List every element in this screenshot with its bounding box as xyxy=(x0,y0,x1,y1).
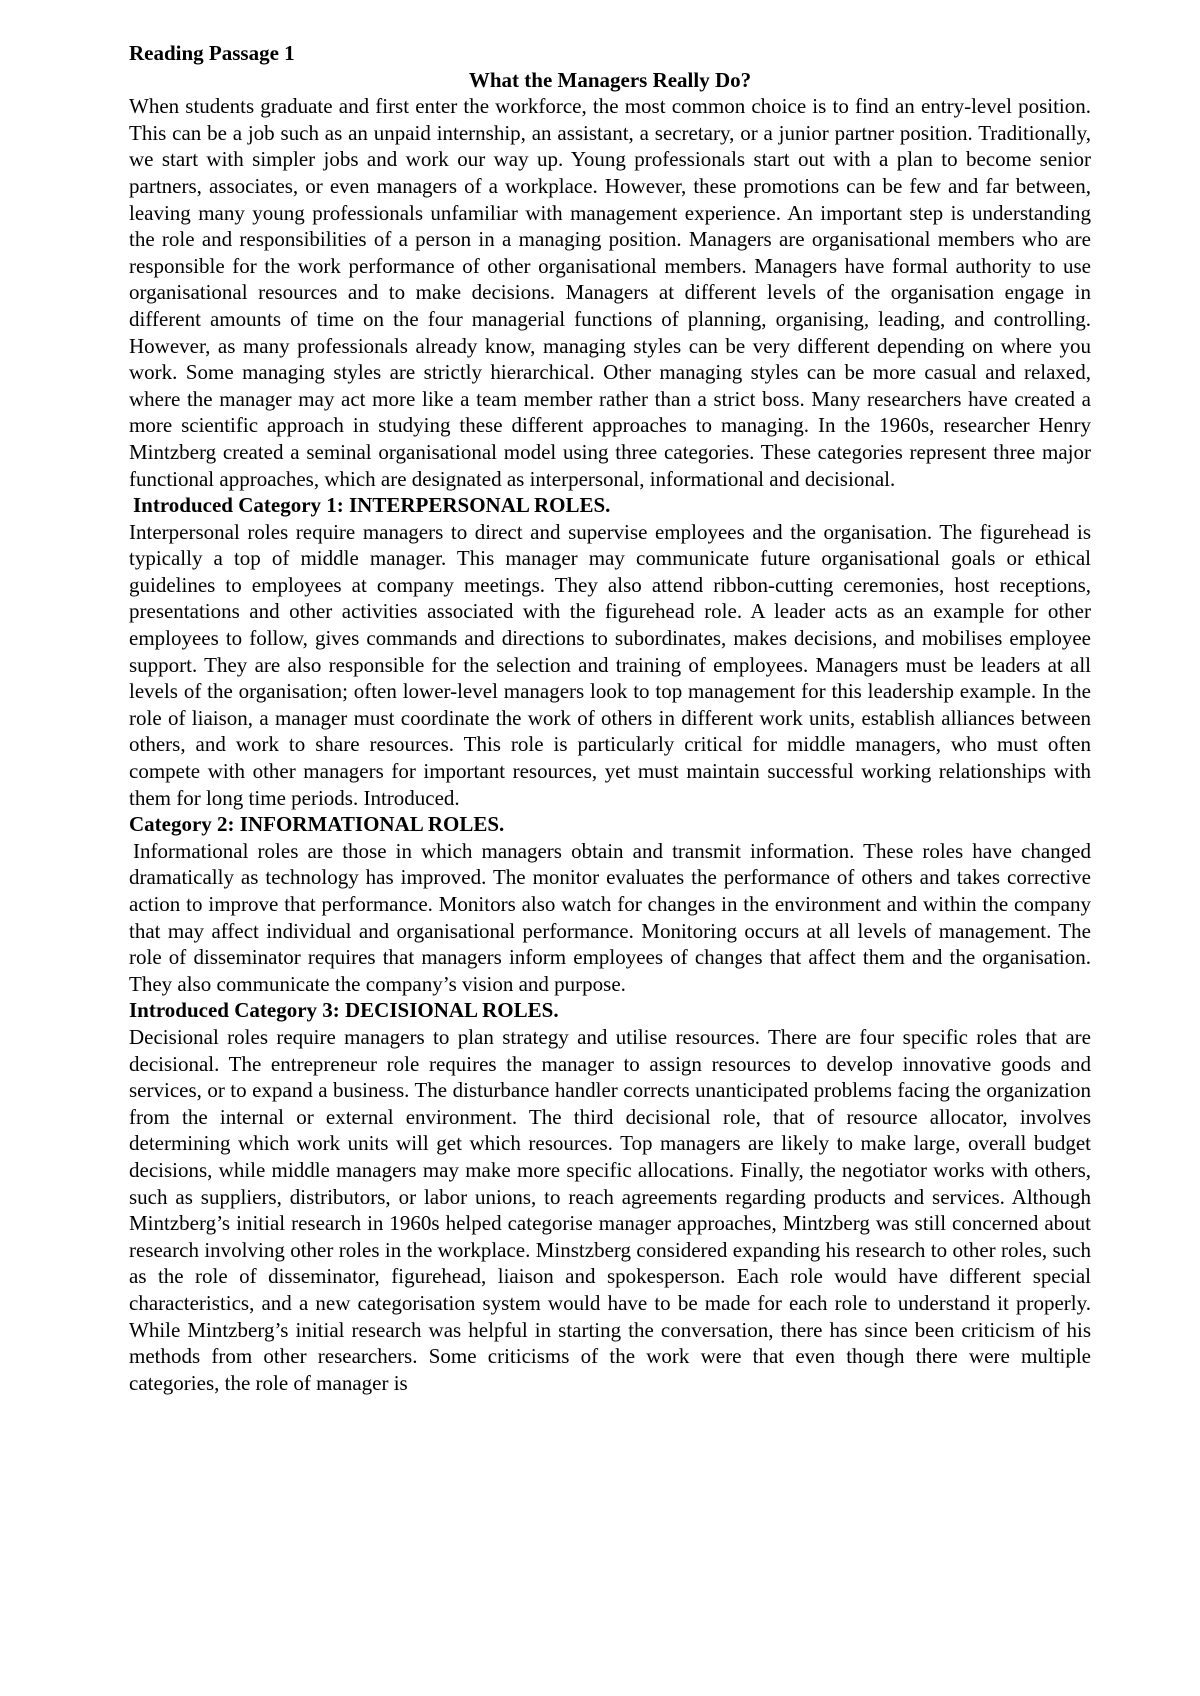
passage-label: Reading Passage 1 xyxy=(129,41,295,65)
section-body-decisional: Decisional roles require managers to plan strategy and utilise resources. There are four specific roles that are decisional. The entrepreneur role requires the manager to assign resources to develop innovative goods and services, or to expand a business. The disturbance handler corrects unanticipated problems facing the organization from the internal or external environment. The third decisional role, that of resource allocator, involves determining which work units will get which resources. Top managers are likely to make large, overall budget decisions, while middle managers may make more specific allocations. Finally, the negotiator works with others, such as suppliers, distributors, or labor unions, to reach agreements regarding products and services. Although Mintzberg’s initial research in 1960s helped categorise manager approaches, Mintzberg was still concerned about research involving other roles in the workplace. Minstzberg considered expanding his research to other roles, such as the role of disseminator, figurehead, liaison and spokesperson. Each role would have different special characteristics, and a new categorisation system would have to be made for each role to understand it properly. While Mintzberg’s initial research was helpful in starting the conversation, there has since been criticism of his methods from other researchers. Some criticisms of the work were that even though there were multiple categories, the role of manager is xyxy=(129,1024,1091,1395)
section-body-interpersonal: Interpersonal roles require managers to direct and supervise employees and the organisation. The figurehead is typically a top of middle manager. This manager may communicate future organisational goals or ethical guidelines to employees at company meetings. They also attend ribbon-cutting ceremonies, host receptions, presentations and other activities associated with the figurehead role. A leader acts as an example for other employees to follow, gives commands and directions to subordinates, makes decisions, and mobilises employee support. They are also responsible for the selection and training of employees. Managers must be leaders at all levels of the organisation; often lower-level managers look to top management for this leadership example. In the role of liaison, a manager must coordinate the work of others in different work units, establish alliances between others, and work to share resources. This role is particularly critical for middle managers, who must often compete with other managers for important resources, yet must maintain successful working relationships with them for long time periods. Introduced. xyxy=(129,519,1091,810)
passage-title: What the Managers Really Do? xyxy=(468,67,752,92)
section-heading-interpersonal: Introduced Category 1: INTERPERSONAL ROLES. xyxy=(133,493,611,518)
section-body-informational: Informational roles are those in which managers obtain and transmit information. These roles have changed dramatically as technology has improved. The monitor evaluates the performance of others and takes corrective action to improve that performance. Monitors also watch for changes in the environment and within the company that may affect individual and organisational performance. Monitoring occurs at all levels of management. The role of disseminator requires that managers inform employees of changes that affect them and the organisation. They also communicate the company’s vision and purpose. xyxy=(129,838,1091,996)
document-page xyxy=(129,40,1091,1396)
section-heading-informational: Category 2: INFORMATIONAL ROLES. xyxy=(129,812,505,837)
section-heading-decisional: Introduced Category 3: DECISIONAL ROLES. xyxy=(129,998,559,1023)
intro-paragraph: When students graduate and first enter the workforce, the most common choice is to find an entry-level position. This can be a job such as an unpaid internship, an assistant, a secretary, or a junior partner position. Traditionally, we start with simpler jobs and work our way up. Young professionals start out with a plan to become senior partners, associates, or even managers of a workplace. However, these promotions can be few and far between, leaving many young professionals unfamiliar with management experience. An important step is understanding the role and responsibilities of a person in a managing position. Managers are organisational members who are responsible for the work performance of other organisational members. Managers have formal authority to use organisational resources and to make decisions. Managers at different levels of the organisation engage in different amounts of time on the four managerial functions of planning, organising, leading, and controlling. However, as many professionals already know, managing styles can be very different depending on where you work. Some managing styles are strictly hierarchical. Other managing styles can be more casual and relaxed, where the manager may act more like a team member rather than a strict boss. Many researchers have created a more scientific approach in studying these different approaches to managing. In the 1960s, researcher Henry Mintzberg created a seminal organisational model using three categories. These categories represent three major functional approaches, which are designated as interpersonal, informational and decisional. xyxy=(129,94,1091,491)
